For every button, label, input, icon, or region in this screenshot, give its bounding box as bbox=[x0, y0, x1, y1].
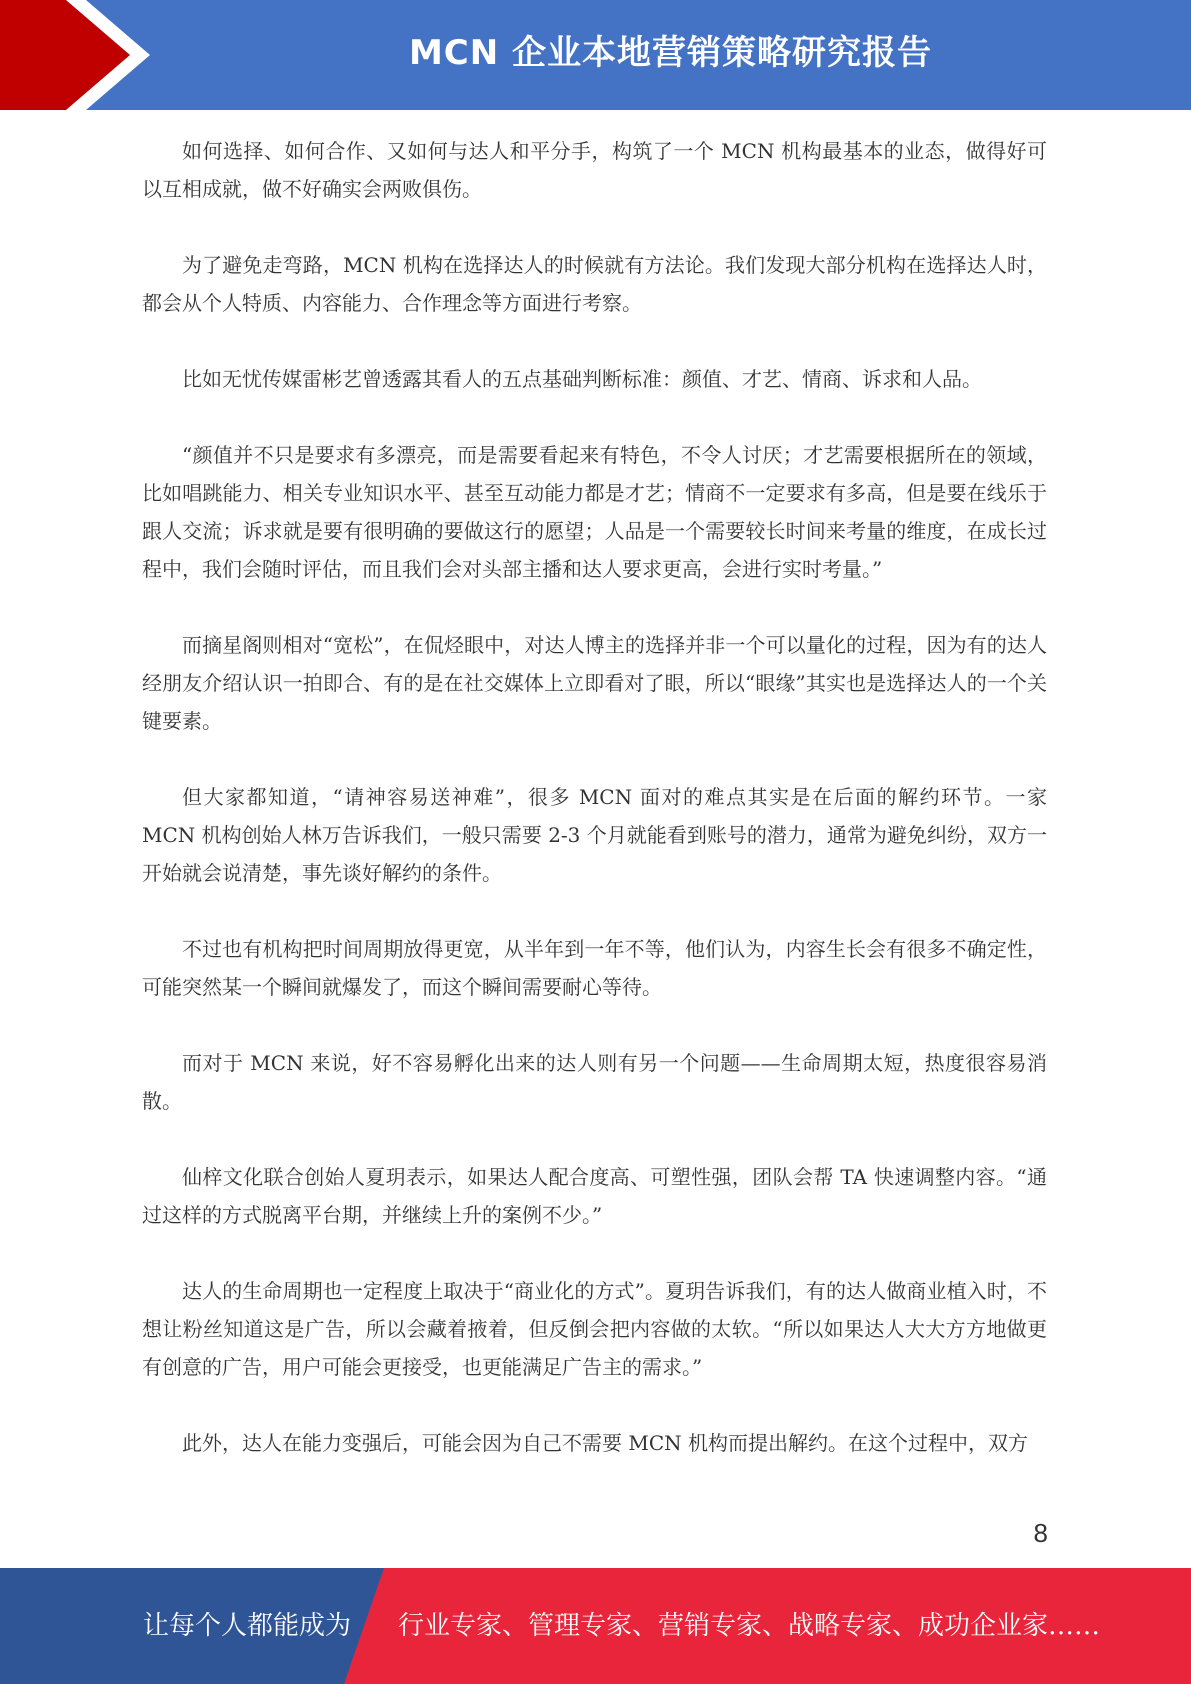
footer-slogan-left: 让每个人都能成为 bbox=[143, 1611, 352, 1641]
page-number: 8 bbox=[1033, 1518, 1048, 1548]
page-header bbox=[0, 0, 1191, 110]
paragraph: 比如无忧传媒雷彬艺曾透露其看人的五点基础判断标准：颜值、才艺、情商、诉求和人品。 bbox=[182, 367, 982, 391]
paragraph: 此外，达人在能力变强后，可能会因为自己不需要 MCN 机构而提出解约。在这个过程中，双方 bbox=[182, 1431, 1028, 1455]
paragraph: 如何选择、如何合作、又如何与达人和平分手，构筑了一个 MCN 机构最基本的业态，做得好可以互相成就，做不好确实会两败俱伤。 bbox=[142, 139, 1047, 201]
paragraph: 而摘星阁则相对“宽松”，在侃烃眼中，对达人博主的选择并非一个可以量化的过程，因为有的达人经朋友介绍认识一拍即合、有的是在社交媒体上立即看对了眼，所以“眼缘”其实也是选择达人的一个关键要素。 bbox=[142, 633, 1047, 733]
footer-slogan-right: 行业专家、管理专家、营销专家、战略专家、成功企业家…… bbox=[398, 1611, 1101, 1641]
paragraph: 达人的生命周期也一定程度上取决于“商业化的方式”。夏玥告诉我们，有的达人做商业植入时，不想让粉丝知道这是广告，所以会藏着掖着，但反倒会把内容做的太软。“所以如果达人大大方方地做更有创意的广告，用户可能会更接受，也更能满足广告主的需求。” bbox=[142, 1279, 1047, 1379]
document-title: MCN 企业本地营销策略研究报告 bbox=[408, 33, 933, 73]
paragraph: 为了避免走弯路，MCN 机构在选择达人的时候就有方法论。我们发现大部分机构在选择达人时，都会从个人特质、内容能力、合作理念等方面进行考察。 bbox=[142, 253, 1047, 315]
paragraph: 不过也有机构把时间周期放得更宽，从半年到一年不等，他们认为，内容生长会有很多不确定性，可能突然某一个瞬间就爆发了，而这个瞬间需要耐心等待。 bbox=[142, 937, 1047, 999]
paragraph: “颜值并不只是要求有多漂亮，而是需要看起来有特色，不令人讨厌；才艺需要根据所在的领域，比如唱跳能力、相关专业知识水平、甚至互动能力都是才艺；情商不一定要求有多高，但是要在线乐于跟人交流；诉求就是要有很明确的要做这行的愿望；人品是一个需要较长时间来考量的维度，在成长过程中，我们会随时评估，而且我们会对头部主播和达人要求更高，会进行实时考量。” bbox=[142, 443, 1047, 581]
paragraph: 仙梓文化联合创始人夏玥表示，如果达人配合度高、可塑性强，团队会帮 TA 快速调整内容。“通过这样的方式脱离平台期，并继续上升的案例不少。” bbox=[142, 1165, 1047, 1227]
paragraph: 但大家都知道，“请神容易送神难”，很多 MCN 面对的难点其实是在后面的解约环节。一家 MCN 机构创始人林万告诉我们，一般只需要 2-3 个月就能看到账号的潜力，通常为避免纠纷，双方一开始就会说清楚，事先谈好解约的条件。 bbox=[142, 785, 1047, 885]
paragraph: 而对于 MCN 来说，好不容易孵化出来的达人则有另一个问题——生命周期太短，热度很容易消散。 bbox=[142, 1051, 1047, 1113]
body-text bbox=[142, 132, 1047, 1500]
page-footer bbox=[0, 1568, 1191, 1684]
